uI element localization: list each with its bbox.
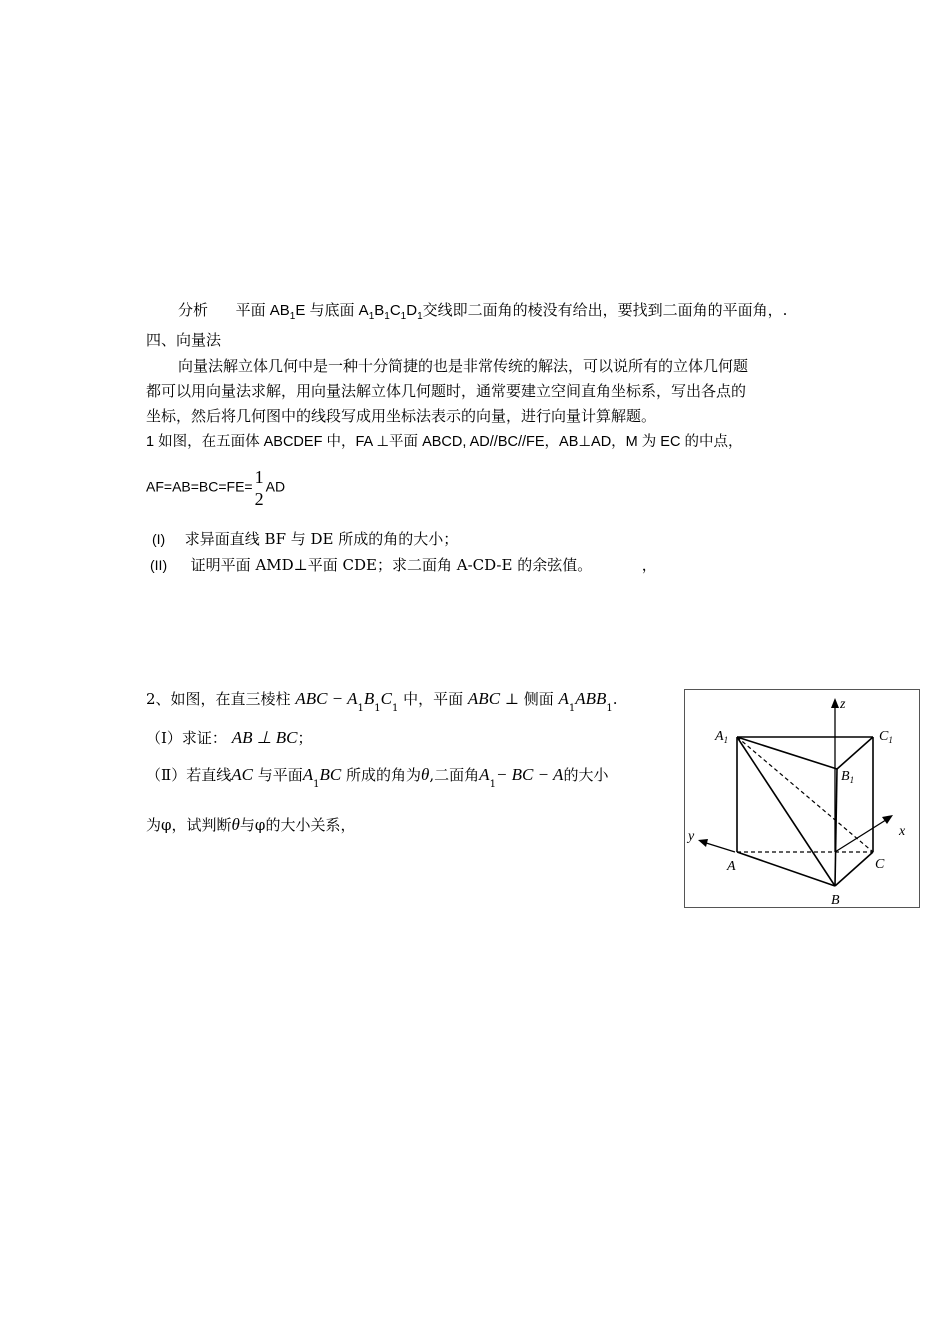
label-y: y: [688, 829, 695, 844]
problem1-part2: (II) 证明平面 AMD⊥平面 CDE；求二面角 A-CD-E 的余弦值。 ，: [150, 556, 657, 574]
problem1-stem: 1 如图，在五面体 ABCDEF 中，FA ⊥平面 ABCD, AD//BC//FE，AB⊥AD，M 为 EC 的中点，: [146, 434, 743, 450]
intro-line-1: 向量法解立体几何中是一种十分简捷的也是非常传统的解法，可以说所有的立体几何题: [178, 357, 749, 375]
segment-A1B: [737, 737, 835, 886]
prism-figure: [684, 689, 920, 908]
problem2-part2: （Ⅱ）若直线AC 与平面$A_1BC$ 所成的角为θ,二面角$A_1-$ BC − A的大小: [146, 765, 609, 790]
z-axis-arrow: [831, 698, 839, 708]
edge-B1C1: [837, 737, 873, 769]
section-title: 四、向量法: [146, 331, 222, 349]
label-B1: $B_1$: [841, 769, 855, 785]
edge-BC: [835, 852, 873, 886]
problem2-part1: （Ⅰ）求证： AB ⊥ BC；: [146, 728, 313, 747]
problem2-part2-cont: 为φ，试判断θ与φ的大小关系，: [146, 815, 356, 834]
y-axis: [703, 842, 735, 852]
edge-AB: [737, 852, 835, 886]
label-x: x: [899, 824, 906, 839]
label-C1: $C_1$: [879, 729, 893, 745]
x-axis-arrow: [882, 815, 893, 824]
label-A: A: [727, 859, 736, 874]
intro-line-2: 都可以用向量法求解，用向量法解立体几何题时，通常要建立空间直角坐标系，写出各点的: [146, 382, 747, 400]
label-C: C: [875, 857, 885, 872]
y-axis-arrow: [698, 839, 708, 847]
problem1-equation: AF=AB=BC=FE= 1 2 AD: [146, 467, 286, 509]
x-axis: [835, 818, 889, 852]
intro-line-3: 坐标，然后将几何图中的线段写成用坐标法表示的向量，进行向量计算解题。: [146, 407, 657, 425]
label-z: z: [840, 697, 846, 712]
problem2-stem: 2、如图，在直三棱柱 ABC − $A_1B_1C_1$ 中，平面 ABC ⊥ 侧面 $A_1ABB_1$.: [146, 689, 618, 714]
edge-A1B1: [737, 737, 837, 769]
label-A1: $A_1$: [715, 729, 729, 745]
fraction-one-half: 1 2: [254, 467, 264, 509]
label-B: B: [831, 893, 840, 907]
analysis-line: 分析 平面 $AB_1E$ 与底面 $A_1B_1C_1D_1$交线即二面角的棱没有给出，要找到二面角的平面角，.: [178, 301, 788, 322]
prism-diagram: [685, 690, 919, 907]
problem1-part1: (I) 求异面直线 BF 与 DE 所成的角的大小；: [152, 530, 459, 548]
analysis-label: 分析: [178, 301, 209, 319]
